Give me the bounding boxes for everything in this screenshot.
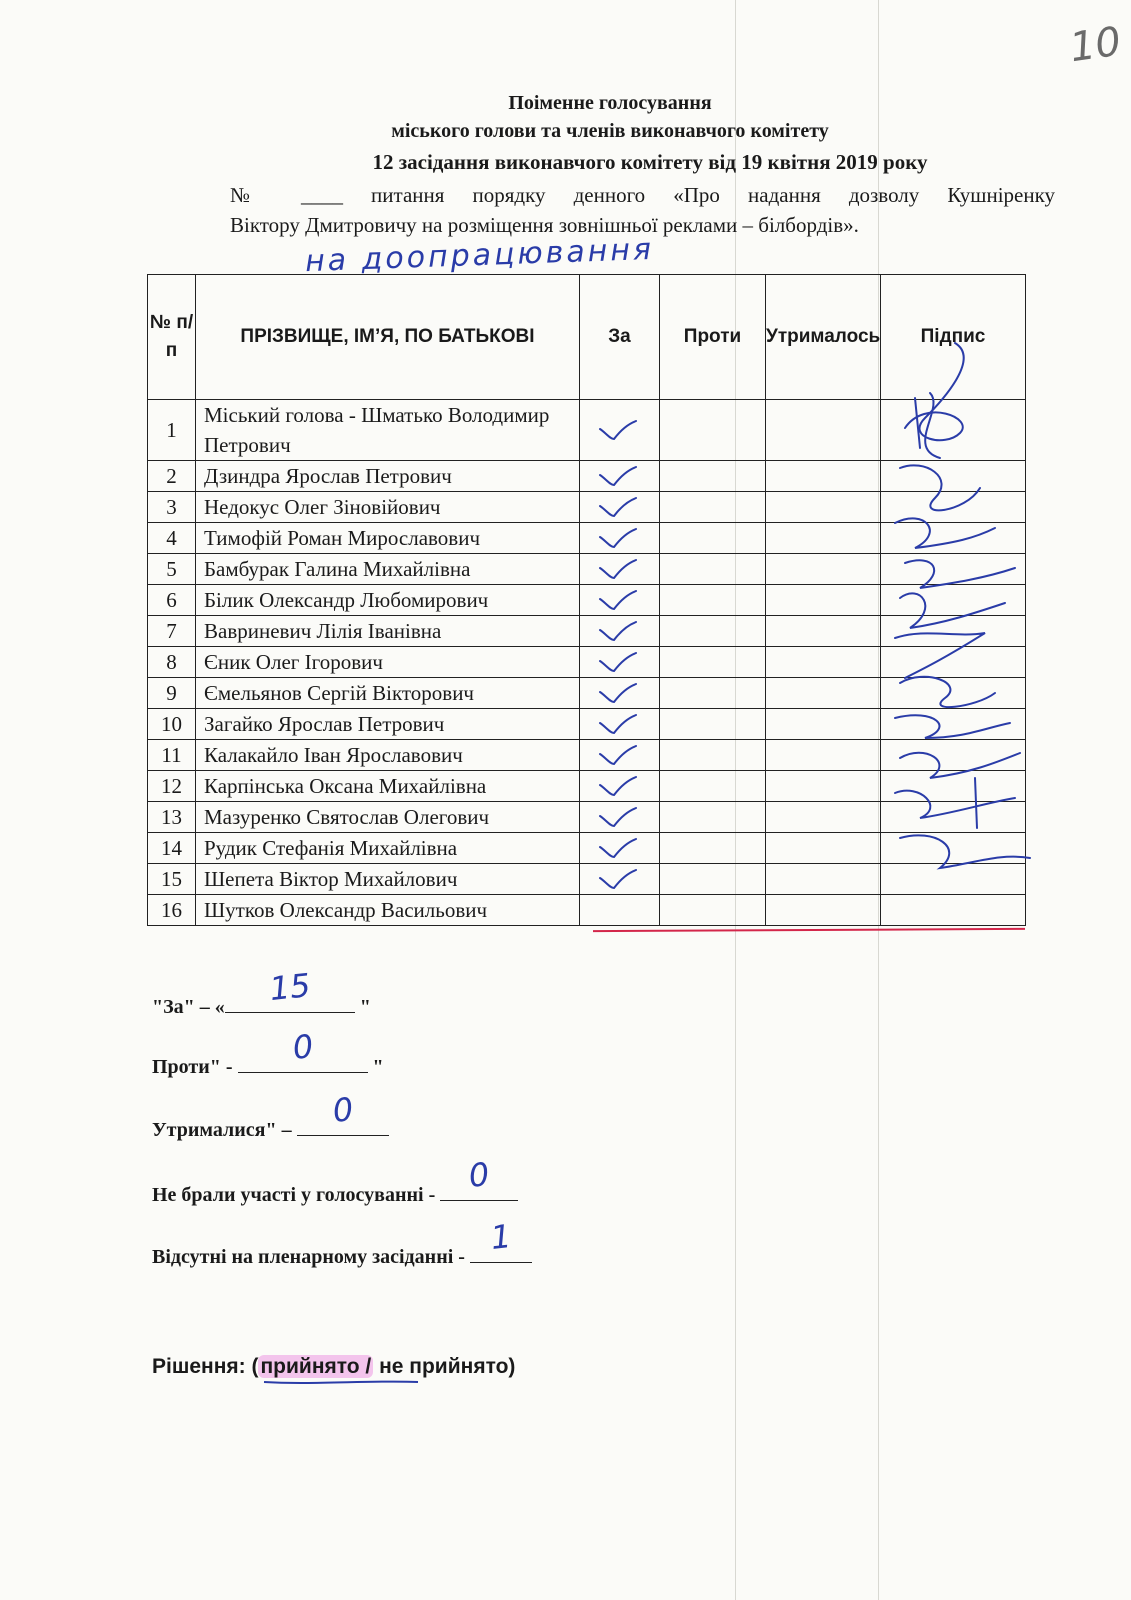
vote-for-cell <box>580 585 660 616</box>
vote-abstained-cell <box>766 802 881 833</box>
vote-for-cell <box>580 709 660 740</box>
vote-for-cell <box>580 678 660 709</box>
vote-against-cell <box>660 802 766 833</box>
row-number: 15 <box>148 864 196 895</box>
page-number: 10 <box>1067 18 1124 72</box>
vote-for-cell <box>580 895 660 926</box>
vote-abstained-cell <box>766 740 881 771</box>
agenda-line-1: № ____ питання порядку денного «Про надання дозволу Кушніренку <box>230 183 1055 207</box>
checkmark-icon <box>598 620 638 642</box>
checkmark-icon <box>598 837 638 859</box>
vote-abstained-cell <box>766 492 881 523</box>
meeting-info: 12 засідання виконавчого комітету від 19 квітня 2019 року <box>372 150 928 174</box>
column-header-for: За <box>580 275 660 400</box>
column-header-against: Проти <box>660 275 766 400</box>
vote-abstained-cell <box>766 616 881 647</box>
vote-for-cell <box>580 400 660 461</box>
member-name: Ємельянов Сергій Вікторович <box>196 678 580 709</box>
vote-against-cell <box>660 492 766 523</box>
member-name: Вавриневич Лілія Іванівна <box>196 616 580 647</box>
checkmark-icon <box>598 527 638 549</box>
member-name: Мазуренко Святослав Олегович <box>196 802 580 833</box>
agenda-line-2: Віктору Дмитровичу на розміщення зовнішньої реклами – білбордів». <box>230 213 859 237</box>
vote-for-cell <box>580 647 660 678</box>
member-name: Бамбурак Галина Михайлівна <box>196 554 580 585</box>
vote-abstained-cell <box>766 585 881 616</box>
member-name: Шепета Віктор Михайлович <box>196 864 580 895</box>
vote-for-cell <box>580 740 660 771</box>
vote-against-cell <box>660 709 766 740</box>
member-name: Шутков Олександр Васильович <box>196 895 580 926</box>
vote-abstained-cell <box>766 678 881 709</box>
checkmark-icon <box>598 419 638 441</box>
vote-against-cell <box>660 833 766 864</box>
member-name: Недокус Олег Зіновійович <box>196 492 580 523</box>
vote-against-cell <box>660 678 766 709</box>
vote-against-cell <box>660 461 766 492</box>
handwritten-not-voting-count: 0 <box>467 1155 492 1195</box>
vote-for-cell <box>580 492 660 523</box>
vote-abstained-cell <box>766 461 881 492</box>
vote-abstained-cell <box>766 864 881 895</box>
row-number: 11 <box>148 740 196 771</box>
checkmark-icon <box>598 465 638 487</box>
checkmark-icon <box>598 775 638 797</box>
vote-for-cell <box>580 616 660 647</box>
checkmark-icon <box>598 806 638 828</box>
checkmark-icon <box>598 651 638 673</box>
decision: Рішення: (прийнято / не прийнято) <box>152 1355 516 1378</box>
summary-against: Проти" - 0 " <box>152 1027 384 1078</box>
vote-for-cell <box>580 461 660 492</box>
decision-adopted-highlight: прийнято / <box>260 1355 372 1378</box>
vote-for-cell <box>580 802 660 833</box>
vote-against-cell <box>660 523 766 554</box>
vote-abstained-cell <box>766 709 881 740</box>
row-number: 13 <box>148 802 196 833</box>
handwritten-abstained-count: 0 <box>330 1090 355 1130</box>
column-header-signature: Підпис <box>881 275 1026 400</box>
vote-for-cell <box>580 771 660 802</box>
checkmark-icon <box>598 713 638 735</box>
document-subtitle: міського голови та членів виконавчого комітету <box>391 120 829 142</box>
vote-for-cell <box>580 833 660 864</box>
vote-against-cell <box>660 864 766 895</box>
vote-abstained-cell <box>766 895 881 926</box>
vote-against-cell <box>660 585 766 616</box>
vote-for-cell <box>580 554 660 585</box>
checkmark-icon <box>598 589 638 611</box>
member-name: Міський голова - Шматько Володимир Петрович <box>196 400 580 461</box>
summary-abstained: Утрималися" – 0 <box>152 1113 389 1142</box>
summary-absent: Відсутні на пленарному засіданні - 1 <box>152 1240 532 1269</box>
checkmark-icon <box>598 682 638 704</box>
vote-against-cell <box>660 554 766 585</box>
row-number: 1 <box>148 400 196 461</box>
vote-against-cell <box>660 400 766 461</box>
member-name: Калакайло Іван Ярославович <box>196 740 580 771</box>
row-number: 8 <box>148 647 196 678</box>
handwritten-against-count: 0 <box>290 1027 315 1067</box>
vote-abstained-cell <box>766 523 881 554</box>
agenda-item <box>230 180 1055 240</box>
checkmark-icon <box>598 496 638 518</box>
vote-abstained-cell <box>766 647 881 678</box>
handwritten-absent-count: 1 <box>488 1217 514 1257</box>
member-name: Загайко Ярослав Петрович <box>196 709 580 740</box>
summary-for: "За" – « 15 " <box>152 965 371 1018</box>
member-name: Білик Олександр Любомирович <box>196 585 580 616</box>
row-number: 2 <box>148 461 196 492</box>
vote-abstained-cell <box>766 771 881 802</box>
document-title: Поіменне голосування <box>508 92 712 114</box>
row-number: 4 <box>148 523 196 554</box>
checkmark-icon <box>598 558 638 580</box>
member-name: Карпінська Оксана Михайлівна <box>196 771 580 802</box>
vote-against-cell <box>660 647 766 678</box>
row-number: 3 <box>148 492 196 523</box>
vote-against-cell <box>660 771 766 802</box>
row-number: 7 <box>148 616 196 647</box>
checkmark-icon <box>598 744 638 766</box>
ink-underline <box>262 1379 420 1385</box>
vote-abstained-cell <box>766 554 881 585</box>
handwritten-for-count: 15 <box>267 965 312 1009</box>
strike-line <box>593 928 1025 932</box>
checkmark-icon <box>598 868 638 890</box>
column-header-number: № п/п <box>148 275 196 400</box>
vote-against-cell <box>660 616 766 647</box>
row-number: 5 <box>148 554 196 585</box>
vote-against-cell <box>660 740 766 771</box>
row-number: 16 <box>148 895 196 926</box>
member-name: Єник Олег Ігорович <box>196 647 580 678</box>
vote-abstained-cell <box>766 833 881 864</box>
row-number: 9 <box>148 678 196 709</box>
row-number: 6 <box>148 585 196 616</box>
column-header-name: ПРІЗВИЩЕ, ІМ’Я, ПО БАТЬКОВІ <box>196 275 580 400</box>
vote-against-cell <box>660 895 766 926</box>
signatures <box>885 338 1035 918</box>
member-name: Рудик Стефанія Михайлівна <box>196 833 580 864</box>
member-name: Тимофій Роман Мирославович <box>196 523 580 554</box>
vote-abstained-cell <box>766 400 881 461</box>
vote-for-cell <box>580 864 660 895</box>
row-number: 10 <box>148 709 196 740</box>
row-number: 14 <box>148 833 196 864</box>
row-number: 12 <box>148 771 196 802</box>
member-name: Дзиндра Ярослав Петрович <box>196 461 580 492</box>
vote-for-cell <box>580 523 660 554</box>
column-header-abstained: Утрималось <box>766 275 881 400</box>
handwritten-note: на доопрацювання <box>304 231 655 280</box>
summary-not-voting: Не брали участі у голосуванні - 0 <box>152 1178 518 1207</box>
